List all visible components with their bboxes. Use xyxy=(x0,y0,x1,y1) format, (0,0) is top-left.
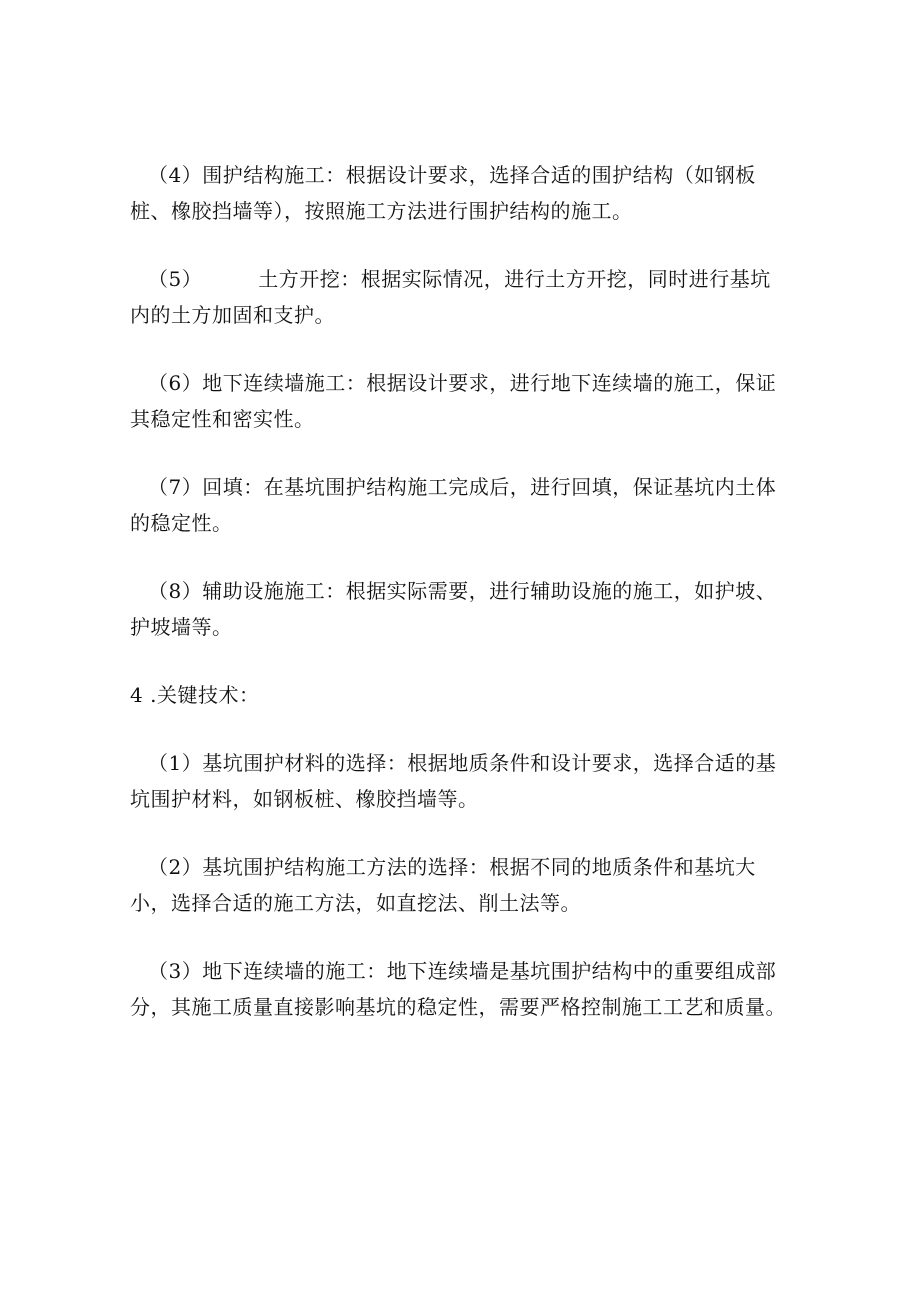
section-heading: 4 .关键技术： xyxy=(130,683,260,707)
paragraph-text: 地下连续墙施工：根据设计要求，进行地下连续墙的施工，保证其稳定性和密实性。 xyxy=(130,371,777,431)
paragraph-text: 基坑围护材料的选择：根据地质条件和设计要求，选择合适的基坑围护材料，如钢板桩、橡胶挡墙等。 xyxy=(130,751,777,811)
item-number: （1） xyxy=(148,751,203,775)
item-number: （5） xyxy=(148,267,203,291)
paragraph-item-5 xyxy=(130,261,790,333)
paragraph-text: 回填：在基坑围护结构施工完成后，进行回填，保证基坑内土体的稳定性。 xyxy=(130,475,777,535)
item-number: （2） xyxy=(148,855,203,879)
paragraph-text: 地下连续墙的施工：地下连续墙是基坑围护结构中的重要组成部分，其施工质量直接影响基坑的稳定性，需要严格控制施工工艺和质量。 xyxy=(130,959,786,1019)
paragraph-key-tech-2 xyxy=(130,849,790,921)
item-number: （7） xyxy=(148,475,203,499)
item-number: （3） xyxy=(148,959,203,983)
item-number: （8） xyxy=(148,579,203,603)
paragraph-item-4 xyxy=(130,157,790,229)
item-number: （4） xyxy=(148,163,203,187)
paragraph-text: 基坑围护结构施工方法的选择：根据不同的地质条件和基坑大小，选择合适的施工方法，如直挖法、削土法等。 xyxy=(130,855,756,915)
paragraph-text: 围护结构施工：根据设计要求，选择合适的围护结构（如钢板桩、橡胶挡墙等），按照施工方法进行围护结构的施工。 xyxy=(130,163,756,223)
paragraph-item-7 xyxy=(130,469,790,541)
paragraph-key-tech-3 xyxy=(130,953,790,1025)
paragraph-text: 辅助设施施工：根据实际需要，进行辅助设施的施工，如护坡、护坡墙等。 xyxy=(130,579,777,639)
paragraph-key-tech-1 xyxy=(130,745,790,817)
paragraph-text: 土方开挖：根据实际情况，进行土方开挖，同时进行基坑内的土方加固和支护。 xyxy=(130,267,771,327)
item-number: （6） xyxy=(148,371,203,395)
paragraph-item-8 xyxy=(130,573,790,645)
document-body xyxy=(130,157,790,1057)
paragraph-item-6 xyxy=(130,365,790,437)
